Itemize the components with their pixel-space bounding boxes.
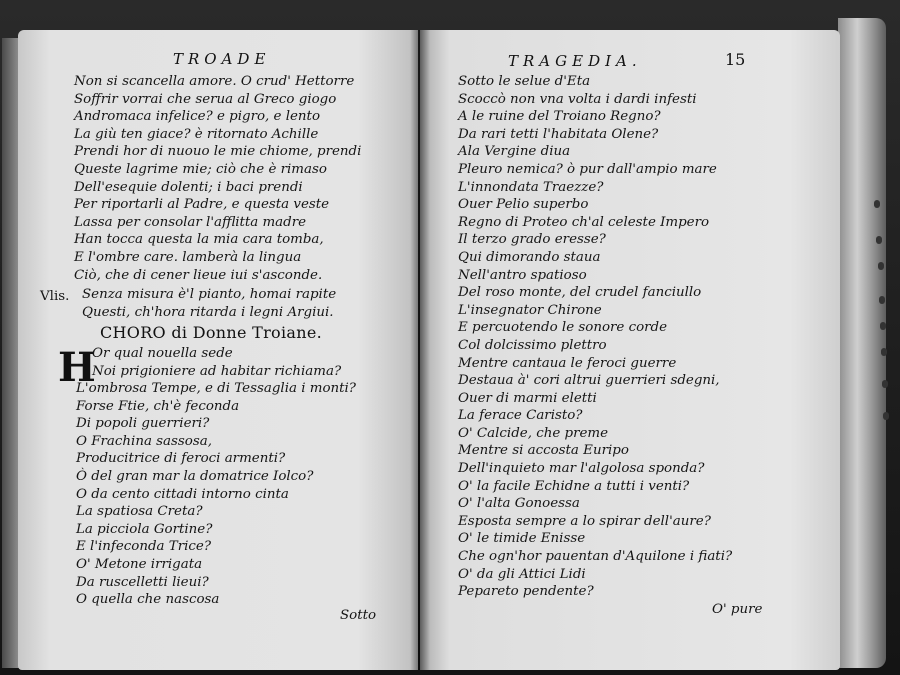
verse-line: Lassa per consolar l'afflitta madre bbox=[74, 214, 307, 230]
chorus-heading: CHORO di Donne Troiane. bbox=[100, 323, 323, 342]
verse-line: O' la facile Echidne a tutti i venti? bbox=[458, 478, 690, 494]
verse-line: O' l'alta Gonoessa bbox=[458, 496, 580, 512]
verse-line: Del roso monte, del crudel fanciullo bbox=[458, 285, 702, 301]
verse-line: La giù ten giace? è ritornato Achille bbox=[74, 126, 319, 142]
verse-line: A le ruine del Troiano Regno? bbox=[458, 109, 661, 125]
verse-line: Andromaca infelice? e pigro, e lento bbox=[74, 109, 321, 125]
verse-line: Mentre cantaua le feroci guerre bbox=[458, 355, 677, 371]
binding-hole bbox=[882, 380, 888, 388]
page-number: 15 bbox=[725, 50, 746, 69]
verse-line: Ciò, che di cener lieue iui s'asconde. bbox=[74, 267, 323, 283]
verse-line: Forse Ftie, ch'è feconda bbox=[76, 398, 240, 414]
verse-line: Sotto le selue d'Eta bbox=[458, 74, 591, 89]
verse-line: Dell'inquieto mar l'algolosa sponda? bbox=[458, 461, 705, 477]
verse-line: Da rari tetti l'habitata Olene? bbox=[458, 126, 659, 142]
chorus-verse-block bbox=[76, 380, 356, 609]
binding-hole bbox=[880, 322, 886, 330]
verse-line: Col dolcissimo plettro bbox=[458, 337, 607, 353]
verse-line: E l'ombre care. lamberà la lingua bbox=[74, 249, 302, 265]
verse-line: La ferace Caristo? bbox=[458, 408, 583, 424]
book-edge-right bbox=[838, 18, 886, 668]
verse-line: L'ombrosa Tempe, e di Tessaglia i monti? bbox=[76, 381, 356, 396]
right-page bbox=[420, 30, 840, 670]
verse-line: O da cento cittadi intorno cinta bbox=[76, 486, 289, 502]
verse-line: O Frachina sassosa, bbox=[76, 433, 212, 449]
verse-line: Mentre si accosta Euripo bbox=[458, 443, 629, 459]
book-gutter bbox=[410, 30, 430, 670]
verse-line: Destaua à' cori altrui guerrieri sdegni, bbox=[458, 373, 720, 389]
verse-line: Che ogn'hor pauentan d'Aquilone i fiati? bbox=[458, 549, 733, 565]
verse-line: Ouer Pelio superbo bbox=[458, 197, 589, 213]
verse-line: Han tocca questa la mia cara tomba, bbox=[74, 232, 324, 248]
right-catchword: O' pure bbox=[712, 602, 763, 617]
verse-line: Scoccò non vna volta i dardi infesti bbox=[458, 91, 697, 107]
chorus-opening-lines bbox=[92, 345, 341, 380]
verse-line: O' da gli Attici Lidi bbox=[458, 566, 586, 582]
drop-cap: H bbox=[58, 344, 96, 391]
verse-line: E percuotendo le sonore corde bbox=[458, 320, 668, 336]
verse-line: Prendi hor di nuouo le mie chiome, prendi bbox=[74, 144, 362, 160]
verse-line: Pleuro nemica? ò pur dall'ampio mare bbox=[458, 161, 717, 177]
verse-line: Ò del gran mar la domatrice Iolco? bbox=[76, 468, 314, 484]
binding-hole bbox=[876, 236, 882, 244]
verse-line: Nell'antro spatioso bbox=[458, 267, 587, 283]
verse-line: Pepareto pendente? bbox=[458, 584, 594, 600]
verse-line: La picciola Gortine? bbox=[76, 521, 213, 537]
binding-hole bbox=[878, 262, 884, 270]
verse-line: Queste lagrime mie; ciò che è rimaso bbox=[74, 161, 327, 177]
verse-line: Questi, ch'hora ritarda i legni Argiui. bbox=[82, 304, 334, 320]
left-verse-block bbox=[74, 73, 361, 284]
speaker-label: Vlis. bbox=[40, 289, 70, 304]
verse-line: Producitrice di feroci armenti? bbox=[76, 451, 286, 467]
verse-line: L'innondata Traezze? bbox=[458, 179, 604, 195]
verse-line: Dell'esequie dolenti; i baci prendi bbox=[74, 179, 303, 195]
verse-line: Non si scancella amore. O crud' Hettorre bbox=[74, 74, 355, 89]
verse-line: O quella che nascosa bbox=[76, 592, 220, 608]
binding-hole bbox=[874, 200, 880, 208]
left-page bbox=[18, 30, 418, 670]
verse-line: Noi prigioniere ad habitar richiama? bbox=[92, 363, 342, 379]
verse-line: Esposta sempre a lo spirar dell'aure? bbox=[458, 513, 711, 529]
verse-line: E l'infeconda Trice? bbox=[76, 539, 211, 555]
binding-hole bbox=[881, 348, 887, 356]
speaker-verse-block bbox=[82, 286, 336, 321]
verse-line: Senza misura è'l pianto, homai rapite bbox=[82, 287, 337, 302]
verse-line: Qui dimorando staua bbox=[458, 249, 601, 265]
binding-hole bbox=[883, 412, 889, 420]
left-catchword: Sotto bbox=[340, 608, 377, 623]
verse-line: O' Calcide, che preme bbox=[458, 425, 609, 441]
verse-line: L'insegnator Chirone bbox=[458, 302, 602, 318]
verse-line: O' le timide Enisse bbox=[458, 531, 586, 547]
verse-line: Ouer di marmi eletti bbox=[458, 390, 597, 406]
verse-line: Per riportarli al Padre, e questa veste bbox=[74, 197, 330, 213]
verse-line: Da ruscelletti lieui? bbox=[76, 574, 209, 590]
verse-line: Or qual nouella sede bbox=[92, 346, 233, 361]
verse-line: O' Metone irrigata bbox=[76, 556, 203, 572]
right-running-head: TRAGEDIA. bbox=[508, 52, 642, 70]
binding-hole bbox=[879, 296, 885, 304]
left-running-head: TROADE bbox=[173, 50, 271, 68]
verse-line: Di popoli guerrieri? bbox=[76, 416, 210, 432]
verse-line: Il terzo grado eresse? bbox=[458, 232, 606, 248]
verse-line: Ala Vergine diua bbox=[458, 144, 571, 160]
right-verse-block bbox=[458, 73, 732, 601]
verse-line: La spatiosa Creta? bbox=[76, 504, 203, 520]
verse-line: Soffrir vorrai che serua al Greco giogo bbox=[74, 91, 337, 107]
verse-line: Regno di Proteo ch'al celeste Impero bbox=[458, 214, 710, 230]
